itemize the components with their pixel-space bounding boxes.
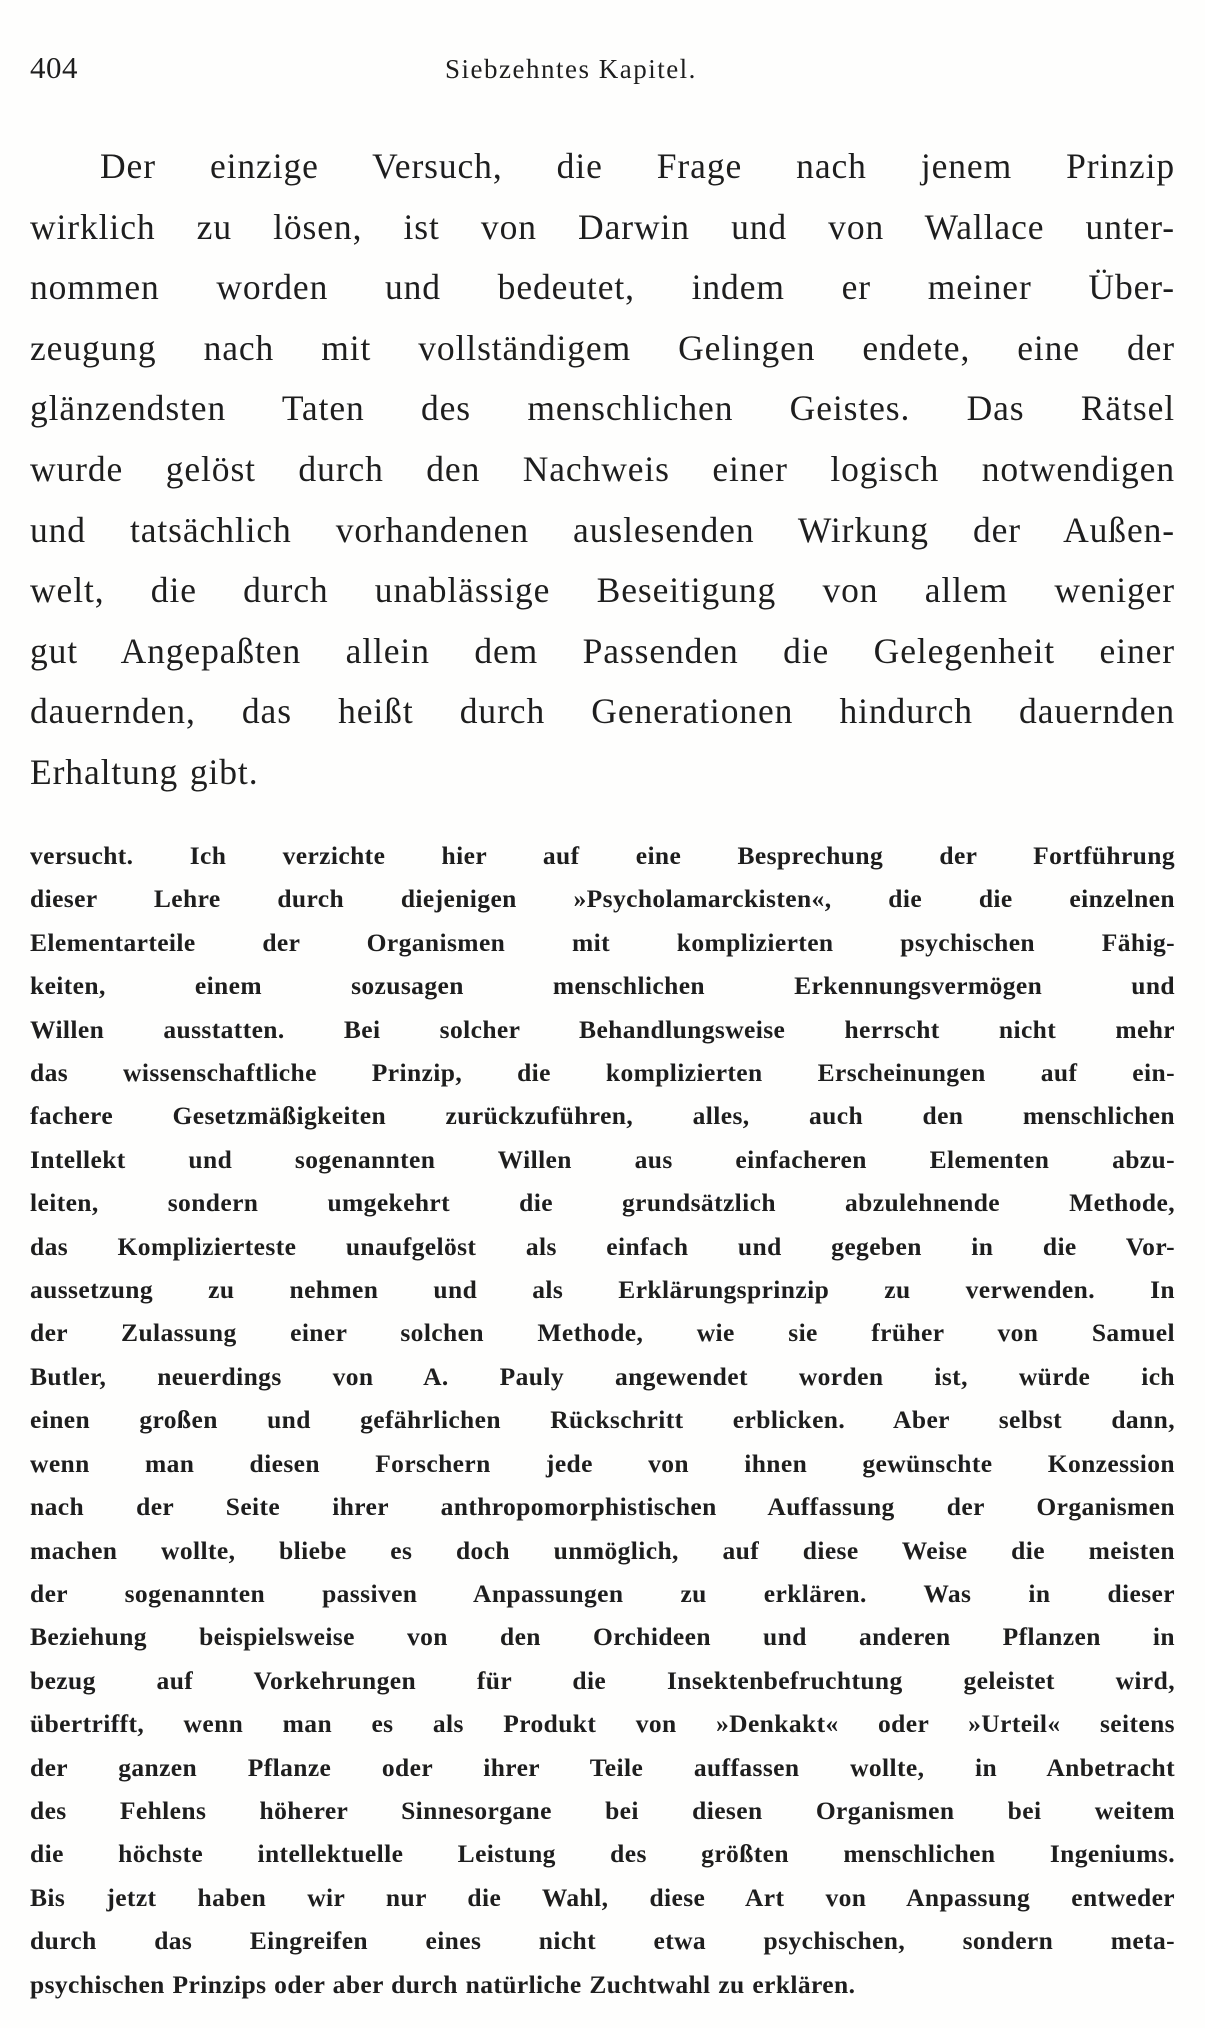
footnote-line: machen wollte, bliebe es doch unmöglich, auf diese Weise die meisten	[30, 1535, 1175, 1565]
footnote-line: wenn man diesen Forschern jede von ihnen gewünschte Konzession	[30, 1448, 1175, 1478]
footnote-line: Elementarteile der Organismen mit komplizierten psychischen Fähig-	[30, 927, 1175, 957]
footnote-line: übertrifft, wenn man es als Produkt von »Denkakt« oder »Urteil« seitens	[30, 1709, 1175, 1739]
footnote-line: einen großen und gefährlichen Rückschritt erblicken. Aber selbst dann,	[30, 1405, 1175, 1435]
footnote-line: der sogenannten passiven Anpassungen zu erklären. Was in dieser	[30, 1578, 1175, 1608]
footnote-line: Intellekt und sogenannten Willen aus einfacheren Elementen abzu-	[30, 1144, 1175, 1174]
main-line: Erhaltung gibt.	[30, 751, 259, 792]
main-line: wurde gelöst durch den Nachweis einer logisch notwendigen	[30, 448, 1175, 489]
footnote-line: fachere Gesetzmäßigkeiten zurückzuführen, alles, auch den menschlichen	[30, 1101, 1175, 1131]
footnote-text	[30, 834, 1175, 2006]
footnote-line: aussetzung zu nehmen und als Erklärungsprinzip zu verwenden. In	[30, 1275, 1175, 1305]
footnote-line: bezug auf Vorkehrungen für die Insektenbefruchtung geleistet wird,	[30, 1665, 1175, 1695]
footnote-line: Willen ausstatten. Bei solcher Behandlungsweise herrscht nicht mehr	[30, 1014, 1175, 1044]
footnote-line: Butler, neuerdings von A. Pauly angewendet worden ist, würde ich	[30, 1361, 1175, 1391]
footnote-line: nach der Seite ihrer anthropomorphistischen Auffassung der Organismen	[30, 1492, 1175, 1522]
footnote-line: keiten, einem sozusagen menschlichen Erkennungsvermögen und	[30, 971, 1175, 1001]
footnote-line: das wissenschaftliche Prinzip, die komplizierten Erscheinungen auf ein-	[30, 1058, 1175, 1088]
main-line: glänzendsten Taten des menschlichen Geistes. Das Rätsel	[30, 388, 1175, 429]
footnote-line: dieser Lehre durch diejenigen »Psycholamarckisten«, die die einzelnen	[30, 884, 1175, 914]
footnote-line: der Zulassung einer solchen Methode, wie sie früher von Samuel	[30, 1318, 1175, 1348]
main-line: Der einzige Versuch, die Frage nach jenem Prinzip	[100, 146, 1175, 186]
footnote-line: psychischen Prinzips oder aber durch natürliche Zuchtwahl zu erklären.	[30, 1969, 856, 1999]
page-number: 404	[30, 50, 78, 85]
footnote-line: das Komplizierteste unaufgelöst als einfach und gegeben in die Vor-	[30, 1231, 1175, 1261]
main-line: wirklich zu lösen, ist von Darwin und von Wallace unter-	[30, 206, 1175, 247]
main-line: nommen worden und bedeutet, indem er meiner Über-	[30, 267, 1175, 308]
footnote-line: Beziehung beispielsweise von den Orchideen und anderen Pflanzen in	[30, 1622, 1175, 1652]
footnote-line: versucht. Ich verzichte hier auf eine Besprechung der Fortführung	[30, 841, 1175, 870]
page-header	[30, 50, 1180, 90]
main-line: zeugung nach mit vollständigem Gelingen endete, eine der	[30, 327, 1175, 368]
footnote-line: durch das Eingreifen eines nicht etwa psychischen, sondern meta-	[30, 1926, 1175, 1956]
footnote-line: leiten, sondern umgekehrt die grundsätzlich abzulehnende Methode,	[30, 1188, 1175, 1218]
main-line: gut Angepaßten allein dem Passenden die Gelegenheit einer	[30, 630, 1175, 671]
main-line: dauernden, das heißt durch Generationen hindurch dauernden	[30, 691, 1175, 732]
footnote-line: der ganzen Pflanze oder ihrer Teile auffassen wollte, in Anbetracht	[30, 1752, 1175, 1782]
main-paragraph	[30, 136, 1175, 803]
main-line: welt, die durch unablässige Beseitigung von allem weniger	[30, 570, 1175, 611]
main-line: und tatsächlich vorhandenen auslesenden Wirkung der Außen-	[30, 509, 1175, 550]
footnote-line: des Fehlens höherer Sinnesorgane bei diesen Organismen bei weitem	[30, 1795, 1175, 1825]
footnote-line: Bis jetzt haben wir nur die Wahl, diese Art von Anpassung entweder	[30, 1882, 1175, 1912]
running-head: Siebzehntes Kapitel.	[445, 54, 697, 84]
footnote-line: die höchste intellektuelle Leistung des größten menschlichen Ingeniums.	[30, 1839, 1175, 1869]
